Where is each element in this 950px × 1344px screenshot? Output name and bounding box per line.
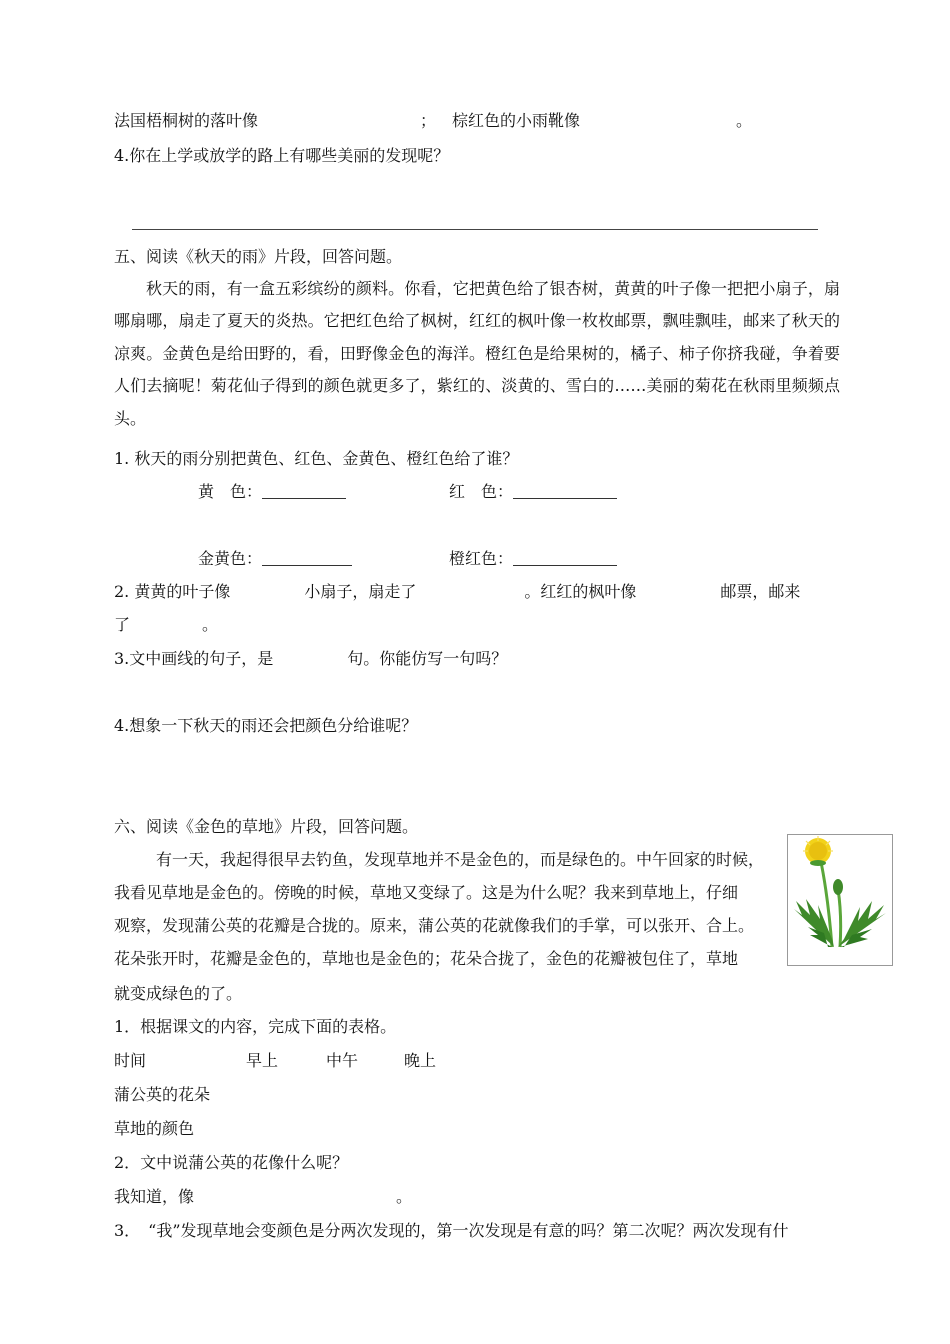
- section5-passage: 秋天的雨，有一盒五彩缤纷的颜料。你看，它把黄色给了银杏树，黄黄的叶子像一把把小扇子，扇哪扇哪，扇走了夏天的炎热。它把红色给了枫树，红红的枫叶像一枚枚邮票，飘哇飘哇，邮来了秋天的凉爽。金黄色是给田野的，看，田野像金色的海洋。橙红色是给果树的，橘子、柿子你挤我碰，争着要人们去摘呢！菊花仙子得到的颜色就更多了，紫红的、淡黄的、雪白的……美丽的菊花在秋雨里频频点头。: [114, 279, 840, 428]
- text-segment: 棕红色的小雨靴像: [452, 111, 581, 130]
- table-header-cell: 晚上: [404, 1051, 437, 1070]
- table-header-row: [114, 1051, 436, 1071]
- table-header-cell: 早上: [246, 1051, 279, 1070]
- text-segment: 。: [202, 615, 219, 634]
- passage-line: 花朵张开时，花瓣是金色的，草地也是金色的；花朵合拢了，金色的花瓣被包住了，草地: [114, 949, 739, 968]
- section5-q2-line2: [114, 615, 218, 635]
- section5-q1: 1. 秋天的雨分别把黄色、红色、金黄色、橙红色给了谁？: [114, 449, 519, 468]
- table-row-label: 蒲公英的花朵: [114, 1085, 211, 1104]
- passage-line: 观察，发现蒲公英的花瓣是合拢的。原来，蒲公英的花就像我们的手掌，可以张开、合上。: [114, 916, 755, 935]
- text-segment: 。红红的枫叶像: [524, 582, 637, 601]
- section5-q2-line1: [114, 582, 800, 602]
- answer-jinhuang: [198, 549, 352, 569]
- label: 红 色：: [449, 482, 514, 501]
- text-segment: 邮票，邮来: [720, 582, 801, 601]
- table-row-label: 草地的颜色: [114, 1119, 195, 1138]
- dandelion-icon: [788, 835, 892, 965]
- text-segment: 。: [736, 111, 753, 130]
- section5-q4: 4.想象一下秋天的雨还会把颜色分给谁呢？: [114, 716, 418, 735]
- section6-q1: 1．根据课文的内容，完成下面的表格。: [114, 1017, 397, 1036]
- text-segment: 3.文中画线的句子，是: [114, 649, 274, 668]
- answer-huang: [198, 482, 346, 502]
- section6-q2: 2．文中说蒲公英的花像什么呢？: [114, 1153, 349, 1172]
- label: 橙红色：: [449, 549, 514, 568]
- label: 金黄色：: [198, 549, 263, 568]
- text-segment: 法国梧桐树的落叶像: [114, 111, 259, 130]
- section6-title: 六、阅读《金色的草地》片段，回答问题。: [114, 817, 419, 836]
- q3-line: [114, 111, 752, 131]
- text-segment: 句。你能仿写一句吗？: [347, 649, 508, 668]
- section6-q3: 3． “我”发现草地会变颜色是分两次发现的，第一次发现是有意的吗？第二次呢？两次发现有什: [114, 1221, 789, 1240]
- answer-line: [132, 229, 818, 230]
- table-header-cell: 中午: [326, 1051, 359, 1070]
- blank-field[interactable]: [513, 482, 617, 499]
- blank-field[interactable]: [262, 482, 346, 499]
- dandelion-image: [787, 834, 893, 966]
- text-segment: 了: [114, 615, 131, 634]
- text-segment: 小扇子，扇走了: [304, 582, 417, 601]
- text-segment: 。: [396, 1187, 413, 1206]
- text-segment: 2. 黄黄的叶子像: [114, 582, 231, 601]
- passage-line: 有一天，我起得很早去钓鱼，发现草地并不是金色的，而是绿色的。中午回家的时候，: [156, 850, 765, 869]
- section4-q4: 4.你在上学或放学的路上有哪些美丽的发现呢？: [114, 146, 450, 165]
- passage-line: 我看见草地是金色的。傍晚的时候，草地又变绿了。这是为什么呢？我来到草地上，仔细: [114, 883, 739, 902]
- blank-field[interactable]: [513, 549, 617, 566]
- answer-hong: [449, 482, 617, 502]
- section6-q2-answer: [114, 1187, 412, 1207]
- label: 黄 色：: [198, 482, 263, 501]
- passage-line: 就变成绿色的了。: [114, 984, 243, 1003]
- section5-title: 五、阅读《秋天的雨》片段，回答问题。: [114, 247, 403, 266]
- section5-q3: [114, 649, 507, 669]
- text-segment: ；: [420, 111, 437, 130]
- table-header-cell: 时间: [114, 1051, 147, 1070]
- blank-field[interactable]: [262, 549, 352, 566]
- answer-chenghong: [449, 549, 617, 569]
- text-segment: 我知道，像: [114, 1187, 195, 1206]
